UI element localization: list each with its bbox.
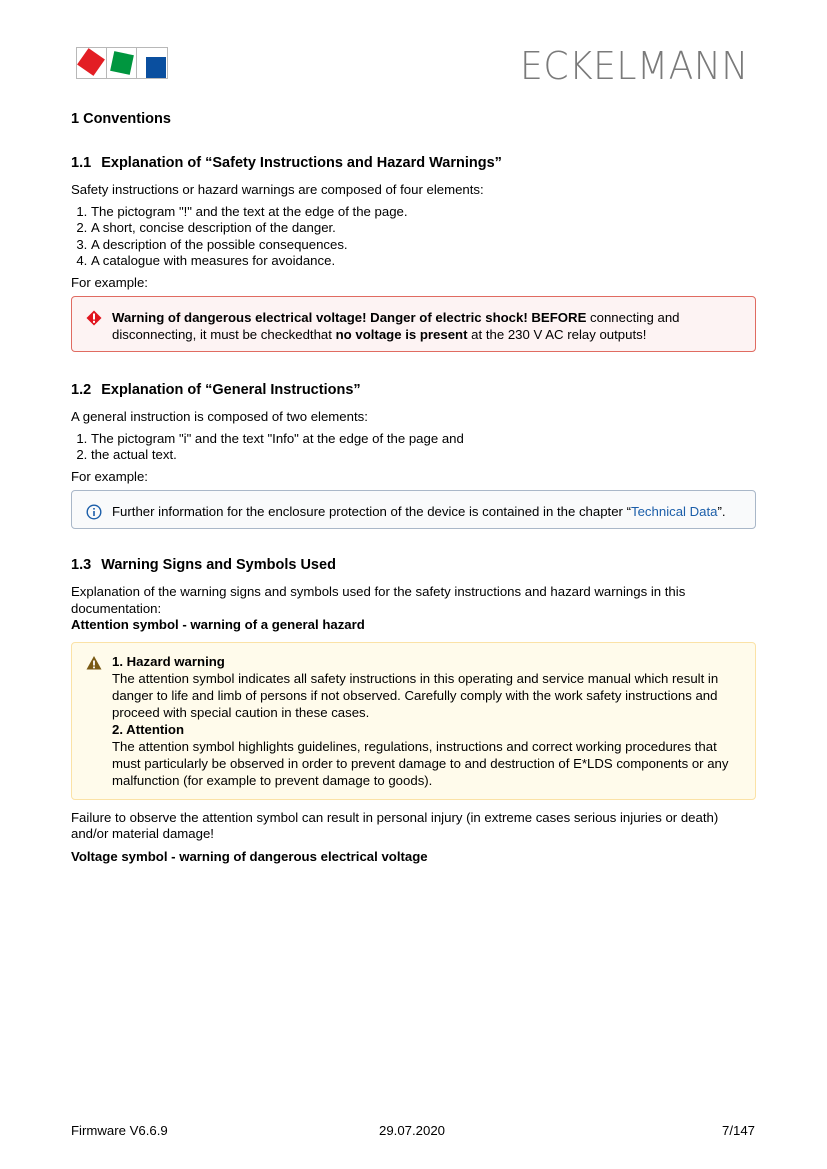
info-callout xyxy=(71,490,756,529)
section-number: 1.3 xyxy=(71,557,92,573)
firmware-version: Firmware V6.6.9 xyxy=(71,1123,168,1138)
brand-name: ECKELMANN xyxy=(520,44,749,88)
danger-bold-2: no voltage is present xyxy=(335,327,468,342)
list-item: 1. The pictogram "!" and the text at the edge of the page. xyxy=(91,204,756,221)
voltage-symbol-heading: Voltage symbol - warning of dangerous electrical voltage xyxy=(71,848,428,864)
section-title-text: Warning Signs and Symbols Used xyxy=(101,557,336,573)
danger-text-2: at the 230 V AC relay outputs! xyxy=(467,327,647,342)
section-1-1-intro: Safety instructions or hazard warnings are composed of four elements: xyxy=(71,182,484,197)
list-item: 4. A catalogue with measures for avoidance. xyxy=(91,253,756,270)
example-label: For example: xyxy=(71,274,148,290)
section-number: 1.1 xyxy=(71,155,92,171)
section-1-2-title xyxy=(71,382,756,398)
info-text-1: Further information for the enclosure protection of the device is contained in the chapter “ xyxy=(112,504,631,519)
list-item: 2. the actual text. xyxy=(91,447,756,464)
page-content xyxy=(71,111,756,870)
attention-heading: 2. Attention xyxy=(112,721,185,737)
failure-text: Failure to observe the attention symbol can result in personal injury (in extreme cases serious injuries or death) and/or material damage! xyxy=(71,809,719,841)
company-logo xyxy=(76,47,168,79)
logo-red-square xyxy=(77,48,105,76)
general-elements-list xyxy=(71,431,756,464)
document-date: 29.07.2020 xyxy=(379,1123,446,1138)
warning-triangle-icon xyxy=(86,655,102,671)
technical-data-link[interactable]: Technical Data xyxy=(631,504,718,519)
page-number: 7/147 xyxy=(721,1123,755,1138)
section-number: 1.2 xyxy=(71,382,92,398)
info-text-2: ”. xyxy=(717,504,726,519)
safety-elements-list xyxy=(71,204,756,270)
hazard-warning-text: The attention symbol indicates all safety instructions in this operating and service manual which result in danger to life and limb of persons if not observed. Carefully comply with the work safety instructions and proceed with special caution in these cases. xyxy=(112,670,719,720)
danger-bold-1: Warning of dangerous electrical voltage! Danger of electric shock! BEFORE xyxy=(112,310,587,325)
section-1-1-title xyxy=(71,155,756,171)
list-item: 1. The pictogram "i" and the text "Info" at the edge of the page and xyxy=(91,431,756,448)
section-1-2-intro: A general instruction is composed of two elements: xyxy=(71,409,368,424)
section-1-3-title xyxy=(71,557,756,573)
danger-callout xyxy=(71,296,756,352)
danger-diamond-icon xyxy=(86,310,102,326)
logo-green-square xyxy=(110,51,134,75)
attention-symbol-heading: Attention symbol - warning of a general hazard xyxy=(71,617,365,632)
attention-text: The attention symbol highlights guidelines, regulations, instructions and correct working procedures that must particularly be observed in order to prevent damage to and destruction of E*LDS components or any malfunction (for example to prevent damage to goods). xyxy=(112,738,729,788)
warning-callout xyxy=(71,642,756,800)
example-label: For example: xyxy=(71,468,148,484)
logo-blue-square xyxy=(146,57,166,78)
section-1-3-intro: Explanation of the warning signs and symbols used for the safety instructions and hazard warnings in this documentation: xyxy=(71,584,686,616)
chapter-title: 1 Conventions xyxy=(71,111,171,127)
section-title-text: Explanation of “General Instructions” xyxy=(101,382,361,398)
list-item: 3. A description of the possible consequences. xyxy=(91,237,756,254)
danger-text-1: connecting and disconnecting, it must be checkedthat xyxy=(112,310,680,342)
info-circle-icon xyxy=(86,504,102,520)
section-title-text: Explanation of “Safety Instructions and Hazard Warnings” xyxy=(101,155,502,171)
list-item: 2. A short, concise description of the danger. xyxy=(91,220,756,237)
hazard-warning-heading: 1. Hazard warning xyxy=(112,653,225,669)
